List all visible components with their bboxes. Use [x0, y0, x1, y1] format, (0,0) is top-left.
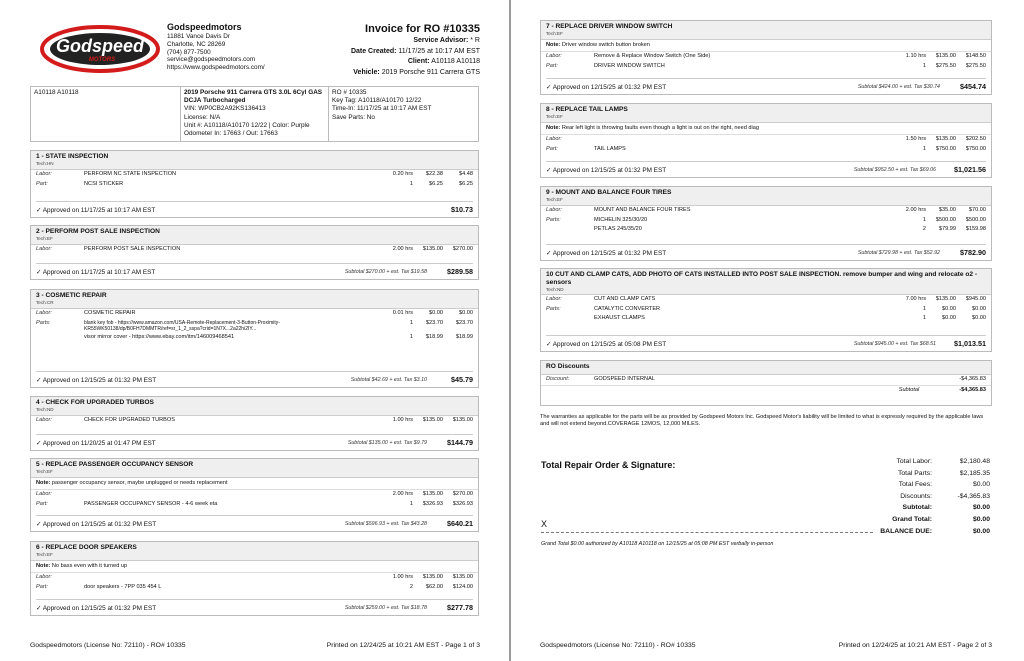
section-title: 1 - STATE INSPECTION — [36, 153, 109, 160]
line-type: Part: — [546, 62, 558, 69]
line-rate: $79.99 — [938, 226, 956, 232]
company-address-1: 11881 Vance Davis Dr — [167, 33, 230, 40]
line-description: COSMETIC REPAIR — [84, 310, 136, 316]
line-rate: $135.00 — [422, 246, 443, 252]
tech-label: Tech:EF — [546, 31, 563, 36]
line-rate: $275.50 — [935, 62, 956, 69]
totals-value: $0.00 — [972, 504, 990, 512]
approved-text: ✓ Approved on 12/15/25 at 01:32 PM EST — [36, 604, 157, 612]
section-subtotal: Subtotal $952.50 + est. Tax $69.06 — [853, 166, 937, 173]
job-p2-section-3 — [540, 186, 992, 261]
tech-label: Tech:EF — [546, 114, 563, 119]
section-title: 7 - REPLACE DRIVER WINDOW SWITCH — [546, 23, 673, 30]
svg-text:Godspeed: Godspeed — [55, 36, 145, 56]
line-qty: 2 — [922, 226, 926, 232]
line-total: $326.93 — [452, 500, 473, 507]
totals-label: Subtotal: — [902, 504, 932, 512]
tech-label: Tech:ND — [546, 287, 564, 292]
line-type: Labor: — [546, 136, 562, 142]
line-type: Labor: — [546, 296, 562, 302]
section-subtotal: Subtotal $424.00 + est. Tax $30.74 — [857, 83, 940, 90]
tech-label: Tech:EF — [36, 469, 53, 474]
line-rate: $18.99 — [425, 334, 443, 341]
service-advisor: Service Advisor: * R — [413, 37, 480, 44]
line-rate: $135.00 — [422, 417, 443, 423]
approval-row — [36, 599, 473, 612]
line-rate: $135.00 — [422, 574, 443, 580]
company-phone: (704) 877-7500 — [167, 48, 211, 56]
line-item — [31, 245, 478, 255]
line-item — [31, 180, 478, 190]
section-total: $10.73 — [451, 205, 473, 214]
approved-text: ✓ Approved on 11/17/25 at 10:17 AM EST — [36, 268, 156, 276]
line-description — [84, 574, 379, 582]
line-description — [594, 136, 892, 144]
line-total: $135.00 — [452, 574, 473, 580]
line-rate: $0.00 — [942, 305, 956, 312]
signature-title: Total Repair Order & Signature: — [541, 460, 676, 470]
line-type: Part: — [36, 180, 48, 187]
company-name: Godspeedmotors — [167, 22, 242, 32]
line-description: CATALYTIC CONVERTER — [594, 305, 661, 312]
totals-row — [860, 514, 990, 526]
line-total: $23.70 — [455, 319, 473, 326]
line-qty: 1 — [922, 216, 926, 223]
line-total: $275.50 — [965, 62, 986, 69]
line-type: Labor: — [36, 171, 52, 177]
section-total: $454.74 — [960, 82, 986, 91]
section-note: Note: passenger occupancy sensor, maybe unplugged or needs replacement — [31, 478, 478, 490]
line-total: $202.50 — [965, 136, 986, 142]
line-qty: 2.00 hrs — [392, 491, 413, 497]
line-description: CHECK FOR UPGRADED TURBOS — [84, 417, 175, 423]
line-description: Remove & Replace Window Switch (One Side) — [594, 53, 711, 59]
approval-row — [546, 161, 986, 174]
tech-label: Tech:CR — [36, 300, 54, 305]
line-item — [541, 314, 991, 324]
godspeed-logo — [40, 24, 160, 74]
line-item — [31, 500, 478, 510]
approval-row — [36, 263, 473, 276]
line-qty: 1.50 hrs — [905, 136, 926, 142]
line-total: $159.98 — [965, 226, 986, 232]
line-qty: 1 — [409, 180, 413, 187]
approval-row — [546, 335, 986, 348]
line-rate: $135.00 — [935, 296, 956, 302]
vehicle-cell: 2019 Porsche 911 Carrera GTS 3.0L 6Cyl GAS DCJA Turbocharged VIN: WP0CB2A92KS136413 License: N/A Unit #: A10118/A10170 12/22 | Color: Purple Odometer In: 17663 / Out: 17663 — [181, 87, 329, 141]
section-note: Note: No bass even with it turned up — [31, 561, 478, 573]
signature-line[interactable] — [541, 532, 873, 533]
line-rate: $135.00 — [935, 53, 956, 59]
section-subtotal: Subtotal $270.00 + est. Tax $19.58 — [344, 268, 427, 275]
line-item — [31, 170, 478, 180]
section-total: $277.78 — [447, 603, 473, 612]
totals-row — [860, 502, 990, 514]
section-title: 10 CUT AND CLAMP CATS, ADD PHOTO OF CATS INSTALLED INTO POST SALE INSPECTION. remove bumper and wing and relocate o2 - sensors — [546, 271, 978, 286]
invoice-title: Invoice for RO #10335 — [365, 23, 480, 35]
line-item — [541, 145, 991, 155]
line-type: Labor: — [36, 491, 52, 497]
footer-right: Printed on 12/24/25 at 10:21 AM EST - Page 1 of 3 — [326, 642, 480, 649]
line-qty: 1 — [922, 315, 926, 321]
line-rate: $326.93 — [422, 500, 443, 507]
section-subtotal: Subtotal $596.93 + est. Tax $43.28 — [344, 520, 427, 527]
line-description: TAIL LAMPS — [594, 145, 626, 152]
tech-label: Tech:EF — [36, 552, 53, 557]
line-type — [546, 226, 594, 234]
line-item — [31, 490, 478, 500]
section-subtotal: Subtotal $259.00 + est. Tax $18.78 — [344, 604, 427, 611]
section-total: $45.79 — [451, 375, 473, 384]
section-subtotal: Subtotal $135.00 + est. Tax $9.79 — [347, 439, 427, 446]
line-item — [541, 52, 991, 62]
line-type: Part: — [546, 145, 558, 152]
approval-row — [36, 434, 473, 447]
line-qty: 1 — [922, 62, 926, 69]
section-total: $1,013.51 — [954, 339, 986, 348]
line-qty: 7.00 hrs — [905, 296, 926, 302]
line-type: Parts: — [546, 216, 561, 223]
approved-text: ✓ Approved on 11/20/25 at 01:47 PM EST — [36, 439, 156, 447]
totals-row — [860, 468, 990, 480]
totals-label: Grand Total: — [892, 515, 932, 523]
job-p2-section-4 — [540, 268, 992, 352]
section-total: $782.90 — [960, 248, 986, 257]
totals-value: -$4,365.83 — [957, 492, 990, 500]
job-section-4 — [30, 396, 479, 451]
tech-label: Tech:EF — [36, 236, 53, 241]
invoice-page-2 — [511, 0, 1024, 661]
totals-label: Total Parts: — [898, 469, 932, 477]
line-total: $18.99 — [455, 334, 473, 341]
line-qty: 1.00 hrs — [392, 417, 413, 423]
approval-row — [546, 244, 986, 257]
line-type — [36, 334, 84, 342]
line-qty: 1.10 hrs — [905, 53, 926, 59]
svg-text:MOTORS: MOTORS — [88, 57, 116, 63]
tech-label: Tech:ND — [36, 407, 54, 412]
line-item — [541, 206, 991, 216]
section-header — [541, 104, 991, 123]
line-item — [31, 319, 478, 334]
line-type: Labor: — [36, 310, 52, 316]
line-item — [31, 416, 478, 426]
tech-label: Tech:EF — [546, 197, 563, 202]
line-type: Labor: — [546, 53, 562, 59]
line-qty: 0.20 hrs — [392, 171, 413, 177]
line-type: Part: — [36, 500, 48, 507]
section-title: 5 - REPLACE PASSENGER OCCUPANCY SENSOR — [36, 461, 194, 468]
totals-value: $0.00 — [972, 527, 990, 535]
job-section-5 — [30, 458, 479, 532]
line-total: $6.25 — [459, 180, 473, 187]
line-total: $148.50 — [965, 53, 986, 59]
warranty-disclaimer: The warranties as applicable for the parts will be as provided by Godspeed Motors Inc. Godspeed Motor's liability will be limited to what is expressly required by the applicable laws and will not extend beyond.COVERAGE 12MOS, 12,000 MILES. — [540, 414, 984, 428]
line-rate: $750.00 — [935, 145, 956, 152]
line-qty: 0.01 hrs — [392, 310, 413, 316]
section-header — [541, 269, 991, 295]
invoice-page-1 — [0, 0, 510, 661]
line-type: Labor: — [546, 207, 562, 213]
ro-info-box — [30, 86, 479, 142]
company-address-2: Charlotte, NC 28269 — [167, 40, 226, 48]
company-email[interactable]: service@godspeedmotors.com — [167, 56, 256, 64]
line-description: visor mirror cover - https://www.ebay.com/itm/146009468541 — [84, 334, 235, 341]
line-rate: $62.00 — [425, 583, 443, 590]
line-item — [31, 333, 478, 343]
approved-text: ✓ Approved on 12/15/25 at 01:32 PM EST — [36, 376, 157, 384]
grand-total-note: Grand Total $0.00 authorized by A10118 A10118 on 12/15/25 at 05:08 PM EST verbally in-person — [541, 541, 774, 547]
line-description: CUT AND CLAMP CATS — [594, 296, 656, 302]
line-rate: $22.38 — [425, 171, 443, 177]
customer-cell: A10118 A10118 — [31, 87, 181, 141]
approval-row — [36, 515, 473, 528]
section-header — [31, 151, 478, 170]
section-title: 4 - CHECK FOR UPGRADED TURBOS — [36, 399, 154, 406]
totals-value: $0.00 — [972, 515, 990, 523]
line-qty: 2.00 hrs — [392, 246, 413, 252]
section-total: $289.58 — [447, 267, 473, 276]
section-header — [541, 21, 991, 40]
line-total: $750.00 — [965, 145, 986, 152]
signature-x: X — [541, 519, 548, 529]
section-header — [31, 459, 478, 478]
date-created: Date Created: 11/17/25 at 10:17 AM EST — [350, 47, 480, 55]
section-header — [31, 397, 478, 416]
line-total: $4.48 — [459, 171, 473, 177]
line-description: MOUNT AND BALANCE FOUR TIRES — [594, 207, 691, 213]
approved-text: ✓ Approved on 12/15/25 at 01:32 PM EST — [546, 166, 667, 174]
line-qty: 2 — [409, 583, 413, 590]
line-qty: 1.00 hrs — [392, 574, 413, 580]
line-qty: 1 — [409, 319, 413, 326]
tech-label: Tech:HN — [36, 161, 54, 166]
job-section-1 — [30, 150, 479, 218]
line-qty: 1 — [922, 305, 926, 312]
line-rate: $0.00 — [429, 310, 443, 316]
approval-row — [36, 371, 473, 384]
line-rate: $23.70 — [425, 319, 443, 326]
section-header — [31, 226, 478, 245]
section-subtotal: Subtotal $945.00 + est. Tax $68.51 — [853, 340, 937, 347]
approved-text: ✓ Approved on 12/15/25 at 01:32 PM EST — [36, 520, 157, 528]
line-type — [546, 315, 594, 323]
totals-row — [860, 491, 990, 503]
line-rate: $0.00 — [942, 315, 956, 321]
section-title: 2 - PERFORM POST SALE INSPECTION — [36, 228, 160, 235]
job-section-2 — [30, 225, 479, 280]
line-item — [541, 305, 991, 315]
section-total: $1,021.56 — [954, 165, 986, 174]
totals-value: $2,180.48 — [959, 458, 990, 465]
ro-cell: RO # 10335 Key Tag: A10118/A10170 12/22 Time-In: 11/17/25 at 10:17 AM EST Save Parts: No — [332, 89, 432, 121]
line-description: PERFORM NC STATE INSPECTION — [84, 171, 177, 177]
footer-right-p2: Printed on 12/24/25 at 10:21 AM EST - Page 2 of 3 — [838, 642, 992, 649]
line-qty: 2.00 hrs — [905, 207, 926, 213]
line-item — [541, 135, 991, 145]
section-total: $640.21 — [447, 519, 473, 528]
totals-label: Discounts: — [900, 492, 932, 500]
section-total: $144.79 — [447, 438, 473, 447]
company-website[interactable]: https://www.godspeedmotors.com/ — [167, 64, 265, 72]
line-total: $270.00 — [452, 491, 473, 497]
line-item — [31, 573, 478, 583]
line-total: $0.00 — [459, 310, 473, 316]
approved-text: ✓ Approved on 12/15/25 at 01:32 PM EST — [546, 83, 667, 91]
line-rate: $35.00 — [938, 207, 956, 213]
job-p2-section-1 — [540, 20, 992, 95]
job-section-3 — [30, 289, 479, 388]
line-type: Labor: — [36, 574, 52, 580]
line-description: blank key fob - https://www.amazon.com/USA-Remote-Replacement-3-Button-Proximity-KR55WK50138/dp/B0FH7DMMTR/ref=sr_1_2_sspa?crid=1N7X...2a22hi2IY... — [84, 319, 280, 332]
line-description: MICHELIN 325/30/20 — [594, 216, 648, 223]
section-title: 8 - REPLACE TAIL LAMPS — [546, 106, 628, 113]
job-section-6 — [30, 541, 479, 616]
line-description: PASSENGER OCCUPANCY SENSOR - 4-6 week eta — [84, 500, 218, 507]
line-description: PERFORM POST SALE INSPECTION — [84, 246, 181, 252]
line-total: $0.00 — [972, 315, 986, 321]
totals-label: BALANCE DUE: — [880, 527, 932, 535]
line-total: $500.00 — [965, 216, 986, 223]
totals-label: Total Labor: — [896, 458, 932, 465]
line-total: $124.00 — [452, 583, 473, 590]
totals-row — [860, 479, 990, 491]
line-item — [541, 225, 991, 235]
section-header — [31, 290, 478, 309]
totals-row — [860, 456, 990, 468]
totals-table — [860, 456, 990, 537]
approval-row — [36, 201, 473, 214]
line-description: EXHAUST CLAMPS — [594, 315, 645, 321]
line-qty: 1 — [409, 334, 413, 341]
line-item — [31, 583, 478, 593]
line-type: Parts: — [36, 319, 51, 326]
company-info — [167, 22, 265, 72]
section-subtotal: Subtotal $729.98 + est. Tax $52.92 — [857, 249, 940, 256]
line-item — [541, 62, 991, 72]
totals-value: $2,185.35 — [959, 469, 990, 477]
section-title: 6 - REPLACE DOOR SPEAKERS — [36, 544, 137, 551]
line-qty: 1 — [922, 145, 926, 152]
approved-text: ✓ Approved on 12/15/25 at 05:08 PM EST — [546, 340, 667, 348]
section-title: 9 - MOUNT AND BALANCE FOUR TIRES — [546, 189, 672, 196]
line-item — [31, 309, 478, 319]
line-description — [84, 491, 379, 499]
section-subtotal: Subtotal $42.69 + est. Tax $3.10 — [350, 376, 427, 383]
section-header — [541, 187, 991, 206]
footer-left: Godspeedmotors (License No: 72110) - RO# 10335 — [30, 642, 186, 649]
totals-label: Total Fees: — [898, 481, 932, 489]
section-note: Note: Rear left light is throwing faults even though a light is out on the right, need diag — [541, 123, 991, 135]
line-item — [541, 216, 991, 226]
line-rate: $500.00 — [935, 216, 956, 223]
line-type: Labor: — [36, 246, 52, 252]
job-p2-section-2 — [540, 103, 992, 178]
line-total: $70.00 — [968, 207, 986, 213]
totals-value: $0.00 — [972, 481, 990, 489]
footer-left-p2: Godspeedmotors (License No: 72110) - RO# 10335 — [540, 642, 696, 649]
invoice-header — [351, 22, 480, 78]
line-description: DRIVER WINDOW SWITCH — [594, 62, 665, 69]
line-rate: $135.00 — [935, 136, 956, 142]
line-type: Parts: — [546, 305, 561, 312]
line-qty: 1 — [409, 500, 413, 507]
approved-text: ✓ Approved on 11/17/25 at 10:17 AM EST — [36, 206, 156, 214]
line-description: NCSI STICKER — [84, 180, 124, 187]
section-title: 3 - COSMETIC REPAIR — [36, 292, 107, 299]
client: Client: A10118 A10118 — [407, 58, 480, 65]
line-total: $270.00 — [452, 246, 473, 252]
line-rate: $135.00 — [422, 491, 443, 497]
section-header — [31, 542, 478, 561]
totals-row — [860, 526, 990, 538]
line-type: Labor: — [36, 417, 52, 423]
line-description: PETLAS 245/35/20 — [594, 226, 642, 232]
line-description: door speakers - 7PP 035 454 L — [84, 583, 162, 590]
line-item — [541, 295, 991, 305]
ro-discounts-section: RO Discounts Discount: GODSPEED INTERNAL -$4,365.83 Subtotal -$4,365.83 — [540, 360, 992, 406]
approval-row — [546, 78, 986, 91]
approved-text: ✓ Approved on 12/15/25 at 01:32 PM EST — [546, 249, 667, 257]
line-type: Part: — [36, 583, 48, 590]
vehicle: Vehicle: 2019 Porsche 911 Carrera GTS — [353, 68, 480, 76]
line-total: $135.00 — [452, 417, 473, 423]
line-total: $0.00 — [972, 305, 986, 312]
line-rate: $6.25 — [429, 180, 443, 187]
line-total: $945.00 — [965, 296, 986, 302]
section-note: Note: Driver window switch button broken — [541, 40, 991, 52]
